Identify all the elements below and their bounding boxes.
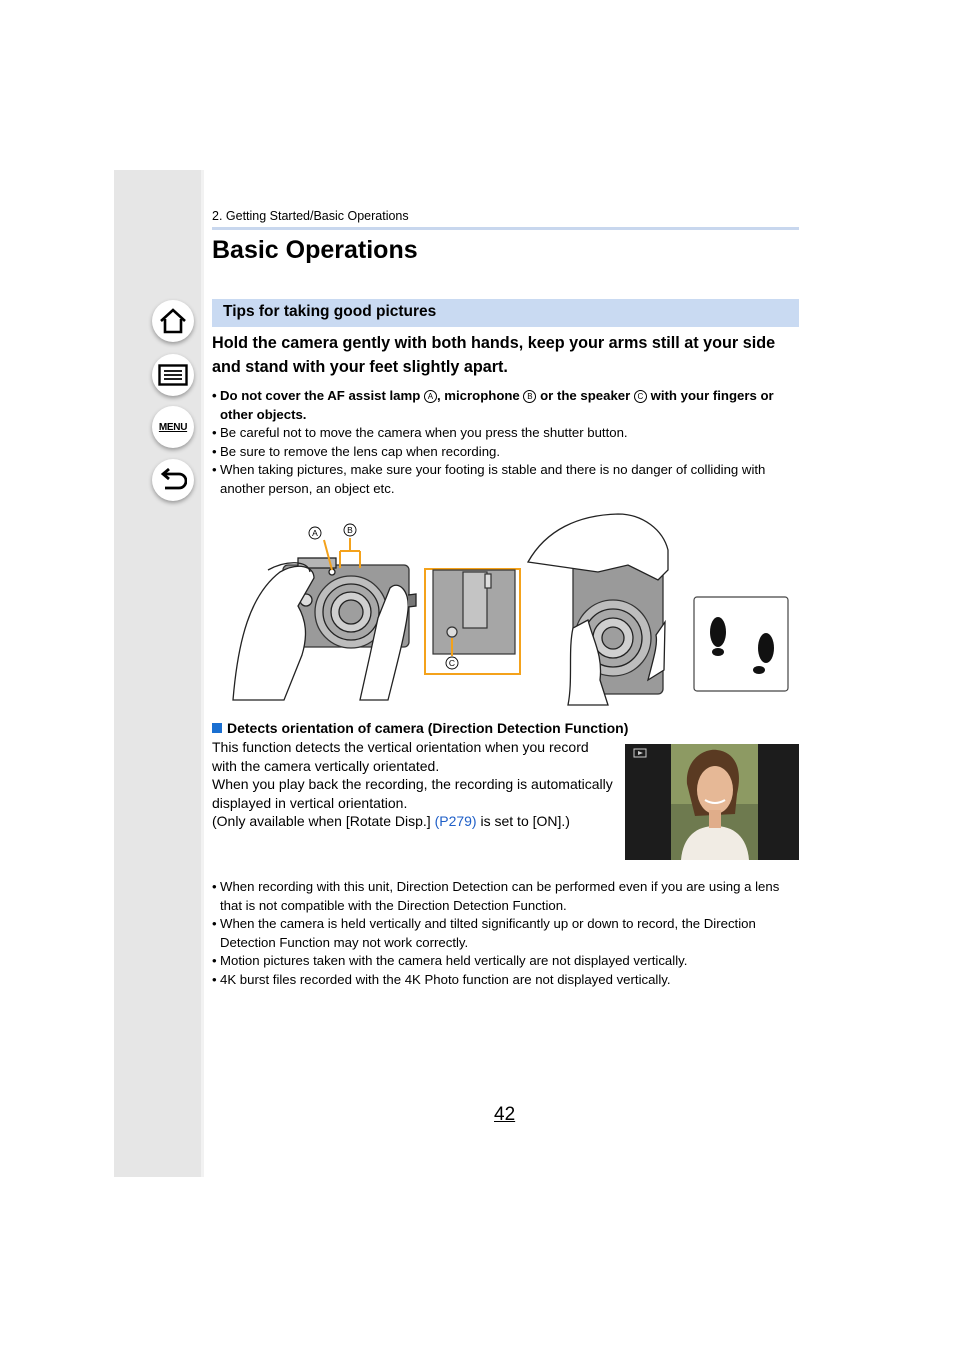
direction-detection-heading: Detects orientation of camera (Direction Detection Function) xyxy=(212,720,628,736)
list-item: • When taking pictures, make sure your footing is stable and there is no danger of colliding with another person, an object etc. xyxy=(212,461,802,498)
list-icon xyxy=(158,364,188,386)
home-button[interactable] xyxy=(152,300,194,342)
camera-holding-illustration xyxy=(228,510,793,706)
page-link-p279[interactable]: (P279) xyxy=(434,813,477,829)
sidebar xyxy=(114,170,204,1177)
lead-instruction: Hold the camera gently with both hands, keep your arms still at your side and stand with your feet slightly apart. xyxy=(212,334,776,376)
label-a-marker: A xyxy=(424,390,437,403)
page-number: 42 xyxy=(494,1104,516,1125)
direction-detection-text: This function detects the vertical orientation when you record with the camera vertically orientated. When you play back the recording, the recording is automatically displayed in vertical orientation. (Only available when [Rotate Disp.] (P279) is set to [ON].) xyxy=(212,739,613,829)
menu-label: MENU xyxy=(158,421,188,433)
list-item: • When the camera is held vertically and tilted significantly up or down to record, the Direction Detection Function may not work correctly. xyxy=(212,915,802,952)
callout-a: A xyxy=(312,528,318,538)
label-c-marker: C xyxy=(634,390,647,403)
vertical-hold-drawing xyxy=(528,514,668,705)
side-view-drawing xyxy=(433,570,515,654)
tips-list xyxy=(212,387,802,498)
section-title: Tips for taking good pictures xyxy=(223,303,437,320)
home-icon xyxy=(159,308,187,334)
callout-c: C xyxy=(448,658,456,668)
list-item: • Motion pictures taken with the camera held vertically are not displayed vertically. xyxy=(212,952,802,971)
list-item: • 4K burst files recorded with the 4K Photo function are not displayed vertically. xyxy=(212,971,802,990)
contents-button[interactable] xyxy=(152,354,194,396)
horizontal-hold-drawing xyxy=(233,558,416,700)
square-bullet-icon xyxy=(212,723,222,733)
menu-button[interactable] xyxy=(152,406,194,448)
list-item: • Be sure to remove the lens cap when recording. xyxy=(212,443,802,462)
section-header xyxy=(212,299,799,327)
vertical-portrait-image xyxy=(625,744,799,860)
label-b-marker: B xyxy=(523,390,536,403)
list-item: • Do not cover the AF assist lamp A , microphone B or the speaker C with your fingers or other objects. xyxy=(212,387,802,424)
playback-screen-image xyxy=(625,744,799,860)
list-item: • When recording with this unit, Direction Detection can be performed even if you are using a lens that is not compatible with the Direction Detection Function. xyxy=(212,878,802,915)
notes-list xyxy=(212,878,802,989)
callout-b: B xyxy=(347,525,353,535)
breadcrumb: 2. Getting Started/Basic Operations xyxy=(212,209,409,223)
feet-stance-box xyxy=(694,597,788,691)
list-item: • Be careful not to move the camera when you press the shutter button. xyxy=(212,424,802,443)
page-title: Basic Operations xyxy=(212,236,418,264)
title-rule xyxy=(212,227,799,230)
back-arrow-icon xyxy=(159,468,187,492)
back-button[interactable] xyxy=(152,459,194,501)
